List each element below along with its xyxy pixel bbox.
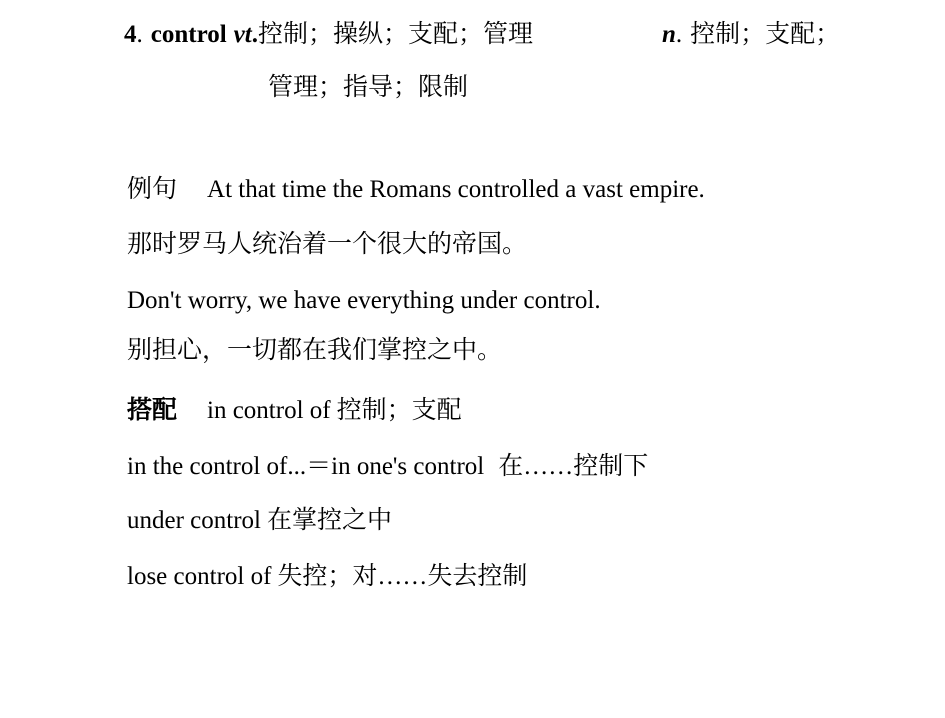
collocation-meaning: 在……控制下: [498, 453, 649, 480]
entry-noun-line: [662, 17, 840, 52]
entry-verb-meanings: 控制；操纵；支配；管理: [257, 19, 533, 48]
entry-noun-meanings-continued: 管理；指导；限制: [268, 72, 469, 101]
collocation-row: [127, 450, 648, 484]
collocation-meaning: 在掌控之中: [266, 507, 392, 534]
collocations-label: 搭配: [127, 395, 178, 424]
collocation-row: [127, 560, 527, 594]
entry-number: 4: [124, 21, 137, 48]
collocation-phrase: lose control of: [127, 563, 272, 590]
entry-pos-noun-separator: .: [675, 21, 683, 48]
entry-pos-verb: vt: [233, 21, 252, 48]
entry-noun-meanings: 控制；支配；: [690, 19, 841, 48]
collocation-meaning: 失控；对……失去控制: [277, 563, 528, 590]
entry-pos-noun: n: [662, 21, 676, 48]
example-sentence-en: Don't worry, we have everything under control.: [127, 287, 601, 314]
examples-label: 例句: [127, 174, 178, 203]
entry-number-separator: .: [136, 21, 143, 48]
example-sentence-en: At that time the Romans controlled a vast empire.: [207, 176, 705, 203]
examples-first-line: [127, 172, 705, 207]
example-sentence-zh: 那时罗马人统治着一个很大的帝国。: [127, 231, 528, 258]
collocation-phrase: in control of: [207, 397, 331, 424]
collocation-row: [127, 504, 392, 538]
collocation-phrase: in the control of...＝in one's control: [127, 453, 485, 480]
entry-word: control: [150, 21, 227, 48]
example-sentence-zh: 别担心，一切都在我们掌控之中。: [127, 337, 503, 364]
collocation-phrase: under control: [127, 507, 261, 534]
collocation-meaning: 控制；支配: [336, 397, 462, 424]
collocations-first-line: [127, 393, 462, 428]
entry-pos-verb-separator: .: [251, 21, 258, 48]
entry-headline: [124, 17, 533, 52]
